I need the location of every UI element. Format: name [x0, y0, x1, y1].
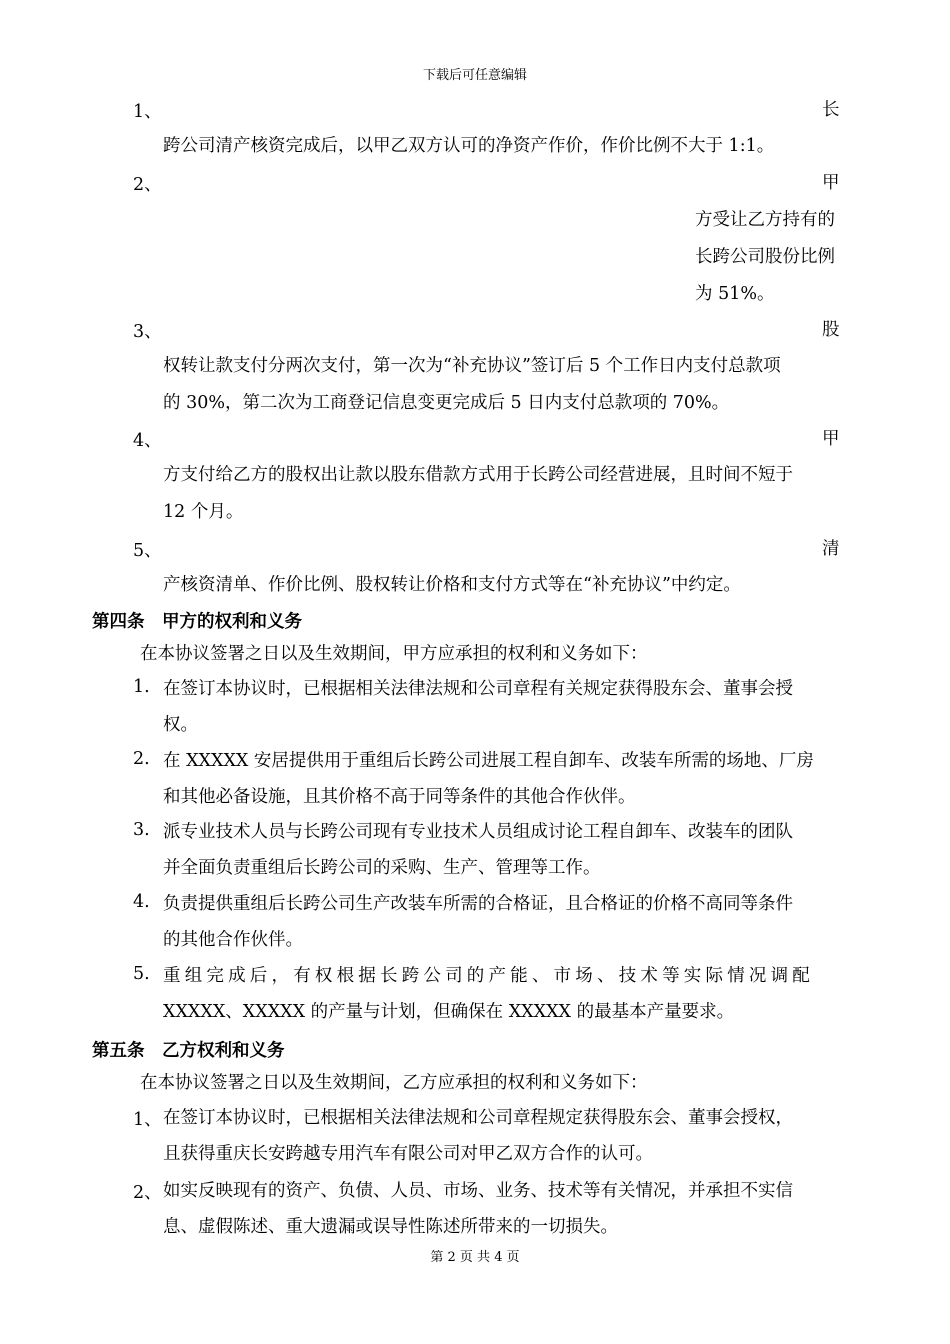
item-line: 负责提供重组后长跨公司生产改装车所需的合格证，且合格证的价格不高同等条件	[163, 894, 793, 914]
item-line: 权。	[163, 715, 198, 735]
article-intro: 在本协议签署之日以及生效期间，甲方应承担的权利和义务如下：	[140, 644, 648, 664]
item-number: 2、	[133, 175, 162, 195]
item-line: 为 51%。	[695, 284, 775, 304]
item-line: 如实反映现有的资产、负债、人员、市场、业务、技术等有关情况，并承担不实信	[163, 1181, 793, 1201]
item-line: XXXXX、XXXXX 的产量与计划，但确保在 XXXXX 的最基本产量要求。	[163, 1002, 735, 1022]
item-line: 重组完成后，有权根据长跨公司的产能、市场、技术等实际情况调配	[163, 966, 814, 986]
item-first-char: 长	[822, 100, 840, 120]
item-line: 产核资清单、作价比例、股权转让价格和支付方式等在“补充协议”中约定。	[163, 575, 741, 595]
item-line: 长跨公司股份比例	[695, 247, 835, 267]
item-number: 1、	[133, 1110, 162, 1130]
item-line: 方受让乙方持有的	[695, 210, 835, 230]
item-first-char: 清	[822, 539, 840, 559]
item-line: 息、虚假陈述、重大遗漏或误导性陈述所带来的一切损失。	[163, 1217, 618, 1237]
article-intro: 在本协议签署之日以及生效期间，乙方应承担的权利和义务如下：	[140, 1073, 648, 1093]
page-header: 下载后可任意编辑	[422, 68, 527, 83]
item-number: 2、	[133, 1183, 162, 1203]
item-number: 4、	[133, 431, 162, 451]
item-line: 和其他必备设施，且其价格不高于同等条件的其他合作伙伴。	[163, 787, 636, 807]
item-line: 权转让款支付分两次支付，第一次为“补充协议”签订后 5 个工作日内支付总款项	[163, 356, 781, 376]
item-first-char: 甲	[822, 429, 840, 449]
item-number: 3、	[133, 322, 162, 342]
item-number: 1、	[133, 102, 162, 122]
item-line: 且获得重庆长安跨越专用汽车有限公司对甲乙双方合作的认可。	[163, 1144, 653, 1164]
item-number: 2.	[133, 749, 150, 769]
article-heading: 第五条 乙方权利和义务	[92, 1041, 285, 1061]
item-number: 4.	[133, 892, 150, 912]
item-number: 3.	[133, 820, 150, 840]
item-number: 5、	[133, 541, 162, 561]
item-first-char: 甲	[822, 173, 840, 193]
item-line: 在签订本协议时，已根据相关法律法规和公司章程有关规定获得股东会、董事会授	[163, 679, 793, 699]
item-line: 跨公司清产核资完成后，以甲乙双方认可的净资产作价，作价比例不大于 1:1。	[163, 136, 775, 156]
item-line: 并全面负责重组后长跨公司的采购、生产、管理等工作。	[163, 858, 601, 878]
item-line: 方支付给乙方的股权出让款以股东借款方式用于长跨公司经营进展，且时间不短于	[163, 465, 793, 485]
item-line: 12 个月。	[163, 502, 244, 522]
item-line: 的 30%，第二次为工商登记信息变更完成后 5 日内支付总款项的 70%。	[163, 393, 730, 413]
item-line: 在签订本协议时，已根据相关法律法规和公司章程规定获得股东会、董事会授权，	[163, 1108, 793, 1128]
item-first-char: 股	[822, 320, 840, 340]
article-heading: 第四条 甲方的权利和义务	[92, 612, 302, 632]
item-line: 的其他合作伙伴。	[163, 930, 303, 950]
item-number: 1.	[133, 677, 150, 697]
item-number: 5.	[133, 964, 150, 984]
page-footer: 第 2 页 共 4 页	[430, 1250, 520, 1265]
item-line: 在 XXXXX 安居提供用于重组后长跨公司进展工程自卸车、改装车所需的场地、厂房	[163, 751, 814, 771]
item-line: 派专业技术人员与长跨公司现有专业技术人员组成讨论工程自卸车、改装车的团队	[163, 822, 793, 842]
